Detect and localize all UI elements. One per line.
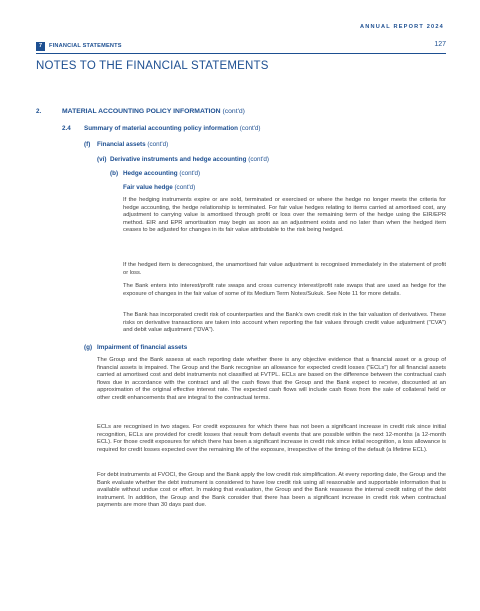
paragraph-g-2: ECLs are recognised in two stages. For credit exposures for which there has not been a significant increase in credit risk since initial recognition, ECLs are provided for credit losses that result from default events that are possible within the next 12-months (a 12-month ECL). For those credit exposures for which there has been a significant increase in credit risk since initial recognition, a loss allowance is required for credit losses expected over the remaining life of the exposure, irrespective of the timing of the default (a lifetime ECL).	[97, 424, 446, 453]
paragraph-fvh-1: If the hedging instruments expire or are sold, terminated or exercised or where the hedge no longer meets the criteria for hedge accounting, the hedge relationship is terminated. For fair value hedges relating to items carried at amortised cost, any adjustment to carrying value is amortised through profit or loss over the remaining term of the hedge using the EIR/EPR method. EIR and EPR amortisation may begin as soon as an adjustment exists and no later than when the hedged item ceases to be adjusted for changes in its fair value attributable to the risk being hedged.	[123, 197, 446, 234]
heading-f-title: Financial assets	[97, 141, 146, 148]
heading-2-title: MATERIAL ACCOUNTING POLICY INFORMATION	[62, 108, 221, 115]
heading-b	[123, 170, 200, 177]
section-title: FINANCIAL STATEMENTS	[49, 43, 122, 49]
heading-b-title: Hedge accounting	[123, 170, 178, 177]
heading-2-4-cont: (cont'd)	[239, 125, 261, 132]
heading-f-cont: (cont'd)	[147, 141, 169, 148]
heading-2-number: 2.	[36, 108, 42, 115]
heading-g-title: Impairment of financial assets	[97, 344, 188, 351]
heading-b-number: (b)	[110, 170, 119, 177]
annual-report-label: ANNUAL REPORT 2024	[360, 24, 444, 30]
heading-fvh-title: Fair value hedge	[123, 184, 173, 191]
heading-2-4-number: 2.4	[62, 125, 71, 132]
heading-vi-title: Derivative instruments and hedge accounting	[110, 156, 247, 163]
heading-fair-value-hedge	[123, 184, 195, 191]
heading-2-4	[84, 125, 261, 132]
heading-vi-number: (vi)	[97, 156, 107, 163]
paragraph-g-3: For debt instruments at FVOCI, the Group and the Bank apply the low credit risk simplification. At every reporting date, the Group and the Bank evaluate whether the debt instrument is considered to have low credit risk using all reasonable and supportable information that is available without undue cost or effort. In making that evaluation, the Group and the Bank reassess the internal credit rating of the debt instrument. In addition, the Group and the Bank consider that there has been a significant increase in credit risk when contractual payments are more than 30 days past due.	[97, 472, 447, 509]
heading-f	[97, 141, 168, 148]
heading-b-cont: (cont'd)	[179, 170, 201, 177]
paragraph-fvh-2: If the hedged item is derecognised, the unamortised fair value adjustment is recognised immediately in the statement of profit or loss.	[123, 262, 446, 276]
heading-g-number: (g)	[84, 344, 93, 351]
heading-fvh-cont: (cont'd)	[174, 184, 196, 191]
heading-g	[97, 344, 187, 351]
heading-vi	[110, 156, 269, 163]
paragraph-g-1: The Group and the Bank assess at each reporting date whether there is any objective evidence that a financial asset or a group of financial assets is impaired. The Group and the Bank recognise an allowance for expected credit losses ("ECLs") for all financial assets carried at amortised cost and debt instruments not classified at FVTPL. ECLs are based on the difference between the contractual cash flows due in accordance with the contract and all the cash flows that the Group and the Bank expect to receive, discounted at an approximation of the original effective interest rate. The expected cash flows will include cash flows from the sale of collateral held or other credit enhancements that are integral to the contractual terms.	[97, 357, 446, 401]
page-title: NOTES TO THE FINANCIAL STATEMENTS	[36, 60, 269, 72]
paragraph-fvh-4: The Bank has incorporated credit risk of counterparties and the Bank's own credit risk in the fair valuation of derivatives. These risks on derivative transactions are taken into account when reporting the fair values through credit value adjustment ("CVA") and debit value adjustment ("DVA").	[123, 312, 446, 334]
heading-2	[62, 108, 245, 115]
paragraph-fvh-3: The Bank enters into interest/profit rate swaps and cross currency interest/profit rate swaps that are used as hedge for the exposure of changes in the fair value of some of its Medium Term Notes/Sukuk. See Note 11 for more details.	[123, 283, 446, 297]
header-divider	[36, 53, 446, 54]
heading-vi-cont: (cont'd)	[248, 156, 270, 163]
heading-2-cont: (cont'd)	[222, 108, 245, 115]
heading-f-number: (f)	[84, 141, 91, 148]
page-number: 127	[434, 41, 446, 48]
heading-2-4-title: Summary of material accounting policy information	[84, 125, 238, 132]
section-number-badge: 7	[36, 42, 45, 51]
running-header	[36, 41, 446, 51]
